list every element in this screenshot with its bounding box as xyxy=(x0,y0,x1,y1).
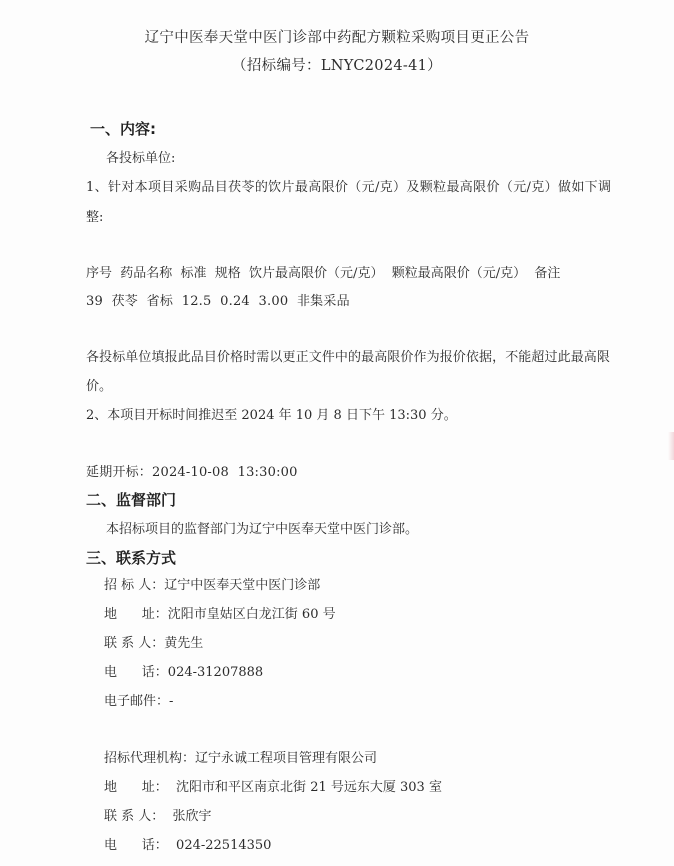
supervision-text: 本招标项目的监督部门为辽宁中医奉天堂中医门诊部。 xyxy=(106,522,419,537)
section-supervision-heading: 二、监督部门 xyxy=(86,491,177,509)
delayed-opening-time: 延期开标：2024-10-08 13:30:00 xyxy=(86,465,298,480)
tenderer: 招 标 人：辽宁中医奉天堂中医门诊部 xyxy=(104,578,321,593)
note-line-2: 价。 xyxy=(86,379,113,394)
section-content-heading: 一、内容: xyxy=(90,120,156,138)
tenderer-phone: 电 话：024-31207888 xyxy=(104,665,264,680)
document-title: 辽宁中医奉天堂中医门诊部中药配方颗粒采购项目更正公告 xyxy=(144,30,530,46)
price-table-row: 39 茯苓 省标 12.5 0.24 3.00 非集采品 xyxy=(86,294,350,309)
tenderer-contact: 联 系 人：黄先生 xyxy=(104,636,204,651)
tender-number: （招标编号：LNYC2024-41） xyxy=(232,58,442,74)
scan-edge-mark xyxy=(668,432,674,460)
section-contact-heading: 三、联系方式 xyxy=(86,549,177,567)
price-table-header: 序号 药品名称 标准 规格 饮片最高限价（元/克） 颗粒最高限价（元/克） 备注 xyxy=(86,266,561,281)
tenderer-email: 电子邮件：- xyxy=(104,694,174,709)
agency-contact: 联 系 人： 张欣宇 xyxy=(104,809,212,824)
salutation: 各投标单位: xyxy=(106,151,176,166)
tenderer-address: 地 址：沈阳市皇姑区白龙江街 60 号 xyxy=(104,607,336,622)
tender-agency: 招标代理机构：辽宁永诚工程项目管理有限公司 xyxy=(104,751,378,766)
item-1-line-1: 1、针对本项目采购品目茯苓的饮片最高限价（元/克）及颗粒最高限价（元/克）做如下调 xyxy=(86,180,612,195)
item-2-opening-delay: 2、本项目开标时间推迟至 2024 年 10 月 8 日下午 13:30 分。 xyxy=(86,408,457,423)
note-line-1: 各投标单位填报此品目价格时需以更正文件中的最高限价作为报价依据，不能超过此最高限 xyxy=(86,350,611,365)
agency-address: 地 址： 沈阳市和平区南京北街 21 号远东大厦 303 室 xyxy=(104,780,442,795)
agency-phone: 电 话： 024-22514350 xyxy=(104,838,272,853)
item-1-line-2: 整: xyxy=(86,210,104,225)
